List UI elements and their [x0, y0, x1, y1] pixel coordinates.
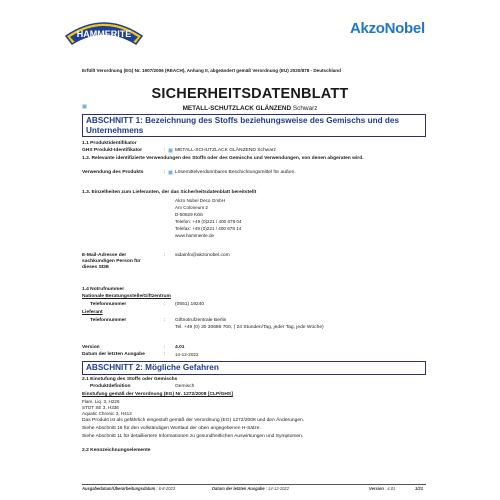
section-1-1-title: 1.1 Produktidentifikator: [82, 141, 137, 146]
akzonobel-logo: AkzoNobel: [350, 20, 425, 37]
footer-issue-colon: :: [156, 486, 158, 491]
national-office-heading: Nationale Beratungsstelle/Giftzentrum: [82, 294, 171, 299]
hazard-class: Flam. Liq. 3, H226: [82, 399, 120, 404]
footer-last-colon: :: [265, 486, 267, 491]
ghs-identifier-value: [175, 148, 276, 154]
regulation-statement: Erfüllt Verordnung (EG) Nr. 1907/2006 (REACH), Anhang II, abgeändert gemäß Verordnung (EU) 2020/878 - Deutschland: [82, 68, 341, 73]
footer-version-label: Version: [369, 486, 384, 491]
product-use-value: Lösemittelverdünnbares Beschichtungsmittel für außen.: [175, 170, 296, 175]
product-variant: Schwarz: [292, 105, 318, 112]
supplier-line: Akzo Nobel Deco GmbH: [175, 198, 226, 203]
ghs-product-name: METALL-SCHUTZLACK GLÄNZEND: [175, 148, 256, 153]
classification-title: Einstufung gemäß der Verordnung (EG) Nr. 1272/2008 [CLP/GHS]: [82, 392, 233, 397]
ghs-product-variant: Schwarz: [257, 148, 277, 153]
product-definition-value: Gemisch: [175, 384, 195, 389]
footer-last-label: Datum der letzten Ausgabe: [212, 486, 265, 491]
footer-page-number: 1/21: [415, 486, 423, 491]
supplier-phone-detail: Tel. +49 (0) 30 30686 700, ( 24 Stunden/Tag, jeder Tag, jede Woche): [175, 325, 324, 330]
section-2-2-title: 2.2 Kennzeichnungselemente: [82, 448, 151, 453]
ghs-identifier-label: GHS Produkt-Identifikator: [82, 148, 143, 153]
document-title: SICHERHEITSDATENBLATT: [151, 86, 349, 102]
version-label: Version: [82, 345, 100, 350]
footer-last-value: 14-12-2022: [268, 486, 289, 491]
section-1-4-title: 1.4 Notrufnummer: [82, 287, 125, 292]
footer-issue-label: Ausgabedatum/Überarbeitungsdatum: [82, 486, 156, 491]
national-phone-colon: :: [164, 302, 166, 307]
supplier-heading: Lieferant: [82, 310, 103, 315]
footer-version-colon: :: [385, 486, 387, 491]
supplier-phone-value: Giftnotrufzentrale Berlin: [175, 318, 227, 323]
ghs-colon: :: [164, 148, 166, 153]
national-phone-value: (0551) 19240: [175, 302, 205, 307]
supplier-phone-label: Telefonnummer: [90, 318, 127, 323]
footer-last-date: [212, 486, 289, 491]
supplier-line: Telefax: +49 (0)221 / 400 678 14: [175, 226, 242, 231]
product-use-icon: [168, 170, 173, 175]
hazard-class: STOT SE 3, H336: [82, 405, 119, 410]
version-value: 4.01: [175, 345, 185, 350]
section-2-heading: ABSCHNITT 2: Mögliche Gefahren: [82, 361, 426, 375]
product-use-colon: :: [164, 170, 166, 175]
footer-issue-date: [82, 486, 175, 491]
product-name: METALL-SCHUTZLACK GLÄNZEND: [182, 105, 292, 112]
ghs-info-icon: [82, 104, 87, 109]
classification-note: Siehe Abschnitt 16 für den vollständigen Wortlaut der oben angegebenen H-Sätze.: [82, 426, 261, 431]
product-definition-label: Produktdefinition: [90, 384, 131, 389]
section-1-heading: ABSCHNITT 1: Bezeichnung des Stoffs beziehungsweise des Gemischs und des Unternehmens: [82, 114, 426, 137]
supplier-line: D-50829 Köln: [175, 212, 204, 217]
supplier-website: www.hammerite.de: [175, 233, 215, 238]
supplier-line: Am Coloneum 2: [175, 205, 208, 210]
email-value: sidainfo@akzonobel.com: [175, 253, 230, 258]
version-colon: :: [164, 345, 166, 350]
classification-note: Siehe Abschnitt 11 für detailliertere Informationen zu gesundheitlichen Auswirkungen und Symptomen.: [82, 434, 304, 439]
section-1-2-title: 1.2. Relevante identifizierte Verwendungen des Stoffs oder des Gemischs und Verwendungen, von denen abgeraten wird.: [82, 156, 364, 161]
last-issue-label: Datum der letzten Ausgabe: [82, 352, 145, 357]
ghs-value-icon: [168, 148, 173, 153]
email-label: dieses SDB: [82, 265, 109, 270]
last-issue-value: 14-12-2022: [175, 352, 199, 357]
national-phone-label: Telefonnummer: [90, 302, 127, 307]
product-use-label: Verwendung des Produkts: [82, 170, 144, 175]
footer-version-value: 4.01: [387, 486, 396, 491]
product-subtitle: [0, 105, 500, 112]
footer-version: [369, 486, 395, 491]
section-2-1-title: 2.1 Einstufung des Stoffs oder Gemischs: [82, 377, 178, 382]
classification-note: Das Produkt ist als gefährlich eingestuft gemäß der Verordnung (EG) 1272/2008 und den Änderungen.: [82, 418, 305, 423]
supplier-line: Telefon: +49 (0)221 / 400 678 04: [175, 219, 242, 224]
email-label: sachkundigen Person für: [82, 259, 141, 264]
supplier-phone-colon: :: [164, 318, 166, 323]
hazard-class: Aquatic Chronic 3, H412: [82, 411, 132, 416]
section-1-3-title: 1.3. Einzelheiten zum Lieferanten, der das Sicherheitsdatenblatt bereitstellt: [82, 190, 257, 195]
email-label: E-Mail-Adresse der: [82, 253, 127, 258]
last-issue-colon: :: [164, 352, 166, 357]
email-colon: :: [164, 253, 166, 258]
hammerite-logo: [62, 10, 146, 50]
footer-issue-value: 6-8-2023: [158, 486, 176, 491]
hammerite-logo-text: HAMMERITE: [76, 29, 132, 39]
footer-divider: [82, 484, 426, 485]
